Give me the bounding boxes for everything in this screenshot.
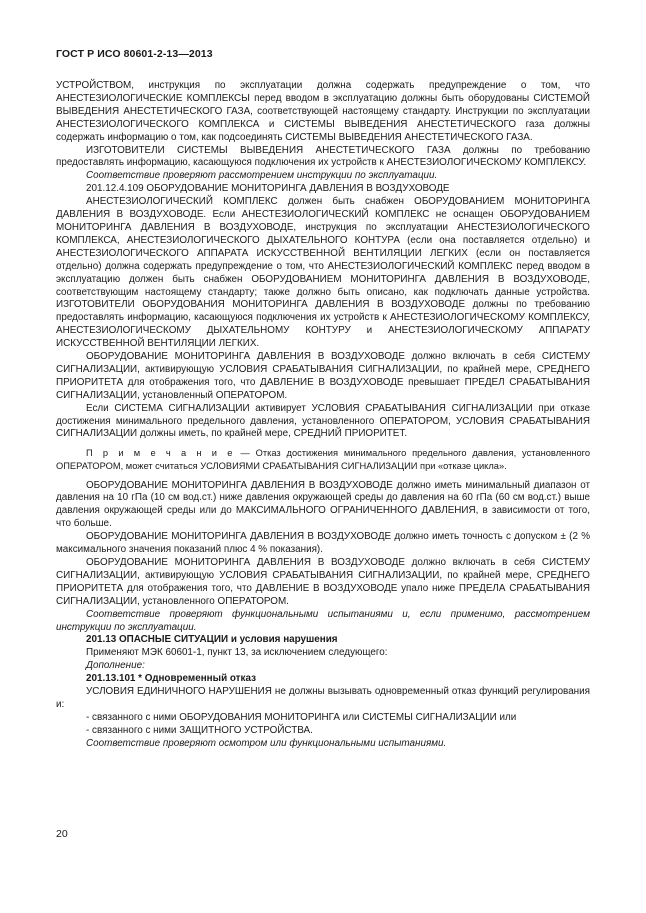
addition-label: Дополнение: bbox=[86, 660, 145, 672]
section-heading: 201.13 ОПАСНЫЕ СИТУАЦИИ и условия нарушения bbox=[86, 634, 338, 646]
paragraph: ОБОРУДОВАНИЕ МОНИТОРИНГА ДАВЛЕНИЯ В ВОЗДУХОВОДЕ должно включать в себя СИСТЕМУ СИГНАЛИЗАЦИИ, активирующую УСЛОВИЯ СРАБАТЫВАНИЯ СИГНАЛИЗАЦИИ, по крайней мере, СРЕДНЕГО ПРИОРИТЕТА для отображения того, что ДАВЛЕНИЕ В ВОЗДУХОВОДЕ упало ниже ПРЕДЕЛА СРАБАТЫВАНИЯ СИГНАЛИЗАЦИИ, установленного ОПЕРАТОРОМ. bbox=[56, 557, 590, 607]
paragraph: ИЗГОТОВИТЕЛИ СИСТЕМЫ ВЫВЕДЕНИЯ АНЕСТЕТИЧЕСКОГО ГАЗА должны по требованию предоставлять информацию, касающуюся подключения их устройств к АНЕСТЕЗИОЛОГИЧЕСКОМУ КОМПЛЕКСУ. bbox=[56, 144, 590, 169]
list-item: - связанного с ними ЗАЩИТНОГО УСТРОЙСТВА. bbox=[86, 724, 313, 736]
note-text: — Отказ достижения минимального предельного давления, установленного ОПЕРАТОРОМ, может считаться УСЛОВИЯМИ СРАБАТЫВАНИЯ СИГНАЛИЗАЦИИ при «отказе цикла». bbox=[56, 448, 590, 471]
document-body bbox=[56, 80, 590, 751]
paragraph: ОБОРУДОВАНИЕ МОНИТОРИНГА ДАВЛЕНИЯ В ВОЗДУХОВОДЕ должно включать в себя СИСТЕМУ СИГНАЛИЗАЦИИ, активирующую УСЛОВИЯ СРАБАТЫВАНИЯ СИГНАЛИЗАЦИИ, по крайней мере, СРЕДНЕГО ПРИОРИТЕТА для отображения того, что ДАВЛЕНИЕ В ВОЗДУХОВОДЕ превышает ПРЕДЕЛ СРАБАТЫВАНИЯ СИГНАЛИЗАЦИИ, установленный ОПЕРАТОРОМ. bbox=[56, 351, 590, 401]
paragraph: УСТРОЙСТВОМ, инструкция по эксплуатации должна содержать предупреждение о том, что АНЕСТЕЗИОЛОГИЧЕСКИЕ КОМПЛЕКСЫ перед вводом в эксплуатацию должны быть оборудованы СИСТЕМОЙ ВЫВЕДЕНИЯ АНЕСТЕТИЧЕСКОГО ГАЗА, соответствующей настоящему стандарту. Инструкции по эксплуатации АНЕСТЕЗИОЛОГИЧЕСКОГО КОМПЛЕКСА и СИСТЕМЫ ВЫВЕДЕНИЯ АНЕСТЕТИЧЕСКОГО газа должны содержать информацию о том, как подсоединять СИСТЕМЫ ВЫВЕДЕНИЯ АНЕСТЕТИЧЕСКОГО ГАЗА. bbox=[56, 80, 590, 143]
subsection-heading: 201.13.101 * Одновременный отказ bbox=[86, 673, 256, 685]
section-heading: 201.12.4.109 ОБОРУДОВАНИЕ МОНИТОРИНГА ДАВЛЕНИЯ В ВОЗДУХОВОДЕ bbox=[86, 183, 450, 195]
list-item: - связанного с ними ОБОРУДОВАНИЯ МОНИТОРИНГА или СИСТЕМЫ СИГНАЛИЗАЦИИ или bbox=[86, 711, 517, 723]
paragraph: ОБОРУДОВАНИЕ МОНИТОРИНГА ДАВЛЕНИЯ В ВОЗДУХОВОДЕ должно иметь точность с допуском ± (2 % максимального значения показаний плюс 4 % показания). bbox=[56, 531, 590, 556]
page-number: 20 bbox=[56, 828, 68, 840]
note-label: П р и м е ч а н и е bbox=[86, 448, 235, 459]
compliance-note: Соответствие проверяют осмотром или функциональными испытаниями. bbox=[86, 737, 447, 749]
paragraph: АНЕСТЕЗИОЛОГИЧЕСКИЙ КОМПЛЕКС должен быть снабжен ОБОРУДОВАНИЕМ МОНИТОРИНГА ДАВЛЕНИЯ В ВОЗДУХОВОДЕ. Если АНЕСТЕЗИОЛОГИЧЕСКИЙ КОМПЛЕКС не оснащен ОБОРУДОВАНИЕМ МОНИТОРИНГА ДАВЛЕНИЯ В ВОЗДУХОВОДЕ, инструкция по эксплуатации АНЕСТЕЗИОЛОГИЧЕСКОГО КОМПЛЕКСА, АНЕСТЕЗИОЛОГИЧЕСКОГО ДЫХАТЕЛЬНОГО КОНТУРА (если она поставляется отдельно) и АНЕСТЕЗИОЛОГИЧЕСКОГО АППАРАТА ИСКУССТВЕННОЙ ВЕНТИЛЯЦИИ ЛЕГКИХ (если он поставляется отдельно) должна содержать предупреждение о том, что АНЕСТЕЗИОЛОГИЧЕСКИЙ КОМПЛЕКС перед вводом в эксплуатацию должен быть снабжен ОБОРУДОВАНИЕМ МОНИТОРИНГА ДАВЛЕНИЯ В ВОЗДУХОВОДЕ, соответствующим настоящему стандарту; также должно быть описано, как подключать данные устройства. ИЗГОТОВИТЕЛИ ОБОРУДОВАНИЯ МОНИТОРИНГА ДАВЛЕНИЯ В ВОЗДУХОВОДЕ должны по требованию предоставлять информацию, касающуюся подключения их устройств к АНЕСТЕЗИОЛОГИЧЕСКОМУ КОМПЛЕКСУ, АНЕСТЕЗИОЛОГИЧЕСКОМУ ДЫХАТЕЛЬНОМУ КОНТУРУ и АНЕСТЕЗИОЛОГИЧЕСКОМУ АППАРАТУ ИСКУССТВЕННОЙ ВЕНТИЛЯЦИИ ЛЕГКИХ. bbox=[56, 196, 590, 350]
standard-header: ГОСТ Р ИСО 80601-2-13—2013 bbox=[56, 48, 213, 60]
note-paragraph bbox=[56, 447, 590, 472]
paragraph: Применяют МЭК 60601-1, пункт 13, за исключением следующего: bbox=[86, 647, 388, 659]
compliance-note: Соответствие проверяют функциональными испытаниями и, если применимо, рассмотрением инструкции по эксплуатации. bbox=[56, 608, 590, 633]
compliance-note: Соответствие проверяют рассмотрением инструкции по эксплуатации. bbox=[86, 170, 438, 182]
paragraph: Если СИСТЕМА СИГНАЛИЗАЦИИ активирует УСЛОВИЯ СРАБАТЫВАНИЯ СИГНАЛИЗАЦИИ при отказе достижения минимального предельного давления, установленного ОПЕРАТОРОМ, УСЛОВИЯ СРАБАТЫВАНИЯ СИГНАЛИЗАЦИИ должны иметь, по крайней мере, СРЕДНИЙ ПРИОРИТЕТ. bbox=[56, 402, 590, 440]
paragraph: УСЛОВИЯ ЕДИНИЧНОГО НАРУШЕНИЯ не должны вызывать одновременный отказ функций регулирования и: bbox=[56, 686, 590, 710]
paragraph: ОБОРУДОВАНИЕ МОНИТОРИНГА ДАВЛЕНИЯ В ВОЗДУХОВОДЕ должно иметь минимальный диапазон от давления на 10 гПа (10 см вод.ст.) ниже давления окружающей среды до давления на 60 гПа (60 см вод.ст.) выше давления окружающей среды или до МАКСИМАЛЬНОГО ОГРАНИЧЕННОГО ДАВЛЕНИЯ, в зависимости от того, что больше. bbox=[56, 479, 590, 530]
